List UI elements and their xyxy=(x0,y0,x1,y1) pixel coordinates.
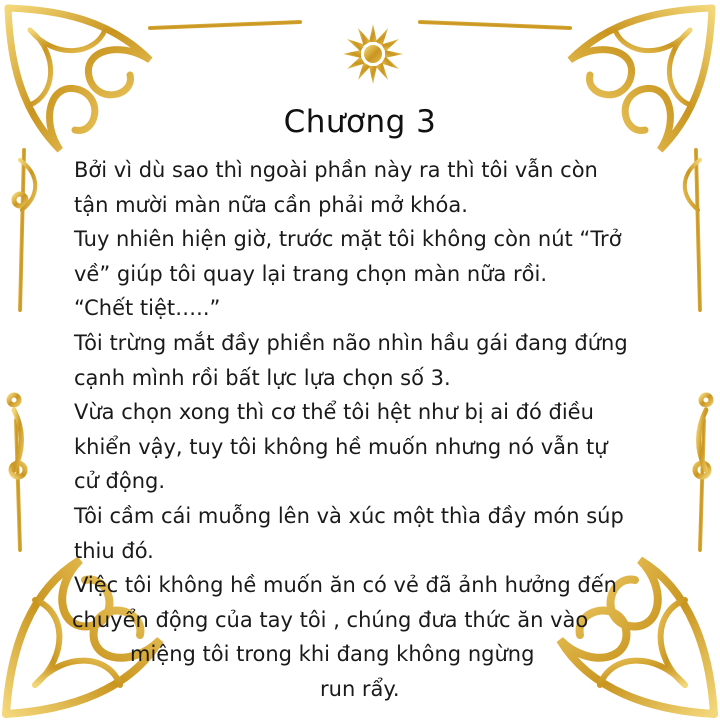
text-line: Tôi trừng mắt đầy phiền não nhìn hầu gái đang đứng xyxy=(74,330,628,355)
chapter-title: Chương 3 xyxy=(283,104,437,140)
text-line: Việc tôi không hề muốn ăn có vẻ đã ảnh hưởng đến xyxy=(74,573,617,598)
text-line: Vừa chọn xong thì cơ thể tôi hệt như bị ai đó điều xyxy=(74,400,594,425)
text-line: miệng tôi trong khi đang không ngừng xyxy=(130,642,535,667)
sun-moon-emblem-icon xyxy=(313,4,413,104)
text-line: tận mười màn nữa cần phải mở khóa. xyxy=(74,192,468,217)
text-line: về” giúp tôi quay lại trang chọn màn nữa rồi. xyxy=(74,261,548,286)
text-line: Bởi vì dù sao thì ngoài phần này ra thì tôi vẫn còn xyxy=(74,158,598,182)
text-line: run rẩy. xyxy=(320,676,400,701)
text-line: Tôi cầm cái muỗng lên và xúc một thìa đầy món súp xyxy=(74,503,624,528)
text-line: Tuy nhiên hiện giờ, trước mặt tôi không còn nút “Trở xyxy=(74,227,622,252)
text-line: chuyển động của tay tôi , chúng đưa thức ăn vào xyxy=(72,607,589,632)
chapter-body xyxy=(74,153,694,707)
text-line: cử động. xyxy=(74,469,166,494)
text-line: thiu đó. xyxy=(74,538,154,563)
text-line: “Chết tiệt…..” xyxy=(74,296,221,321)
text-line: cạnh mình rồi bất lực lựa chọn số 3. xyxy=(74,365,451,390)
text-line: khiển vậy, tuy tôi không hề muốn nhưng nó vẫn tự xyxy=(74,434,608,459)
